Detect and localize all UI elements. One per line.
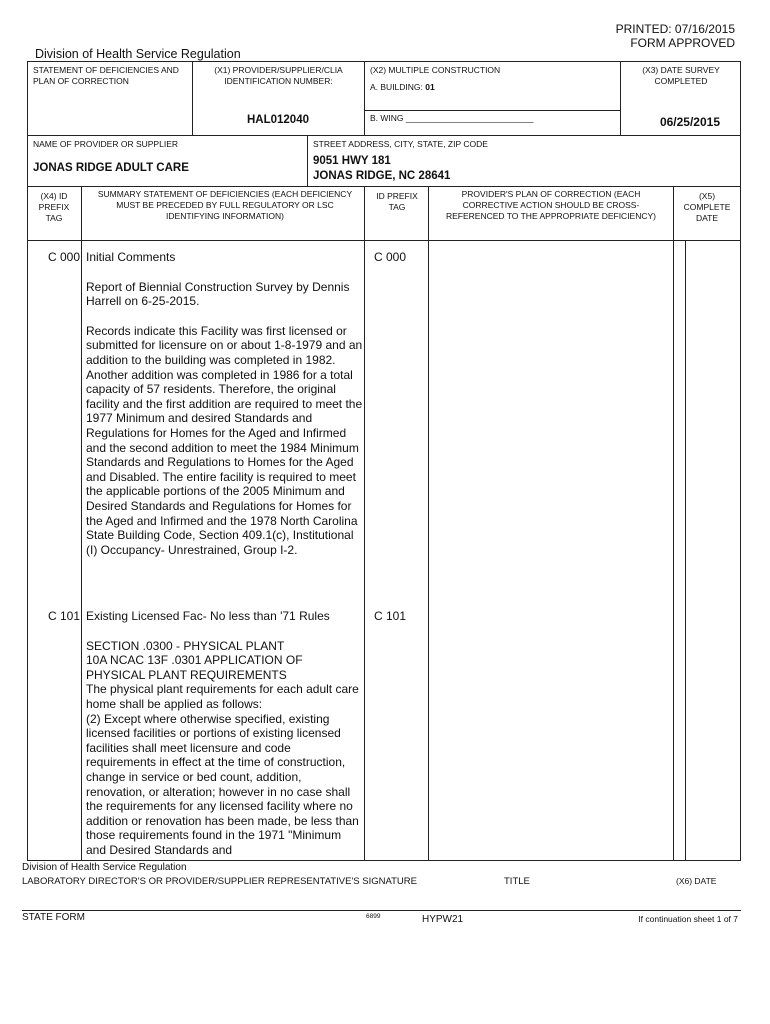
provider-id: HAL012040 — [246, 114, 309, 126]
provider-name-label: NAME OF PROVIDER OR SUPPLIER — [33, 139, 178, 149]
entry-paragraph: Report of Biennial Construction Survey by Dennis Harrell on 6-25-2015. — [86, 279, 350, 309]
address-label: STREET ADDRESS, CITY, STATE, ZIP CODE — [313, 139, 488, 149]
col-id-header: ID PREFIX TAG — [376, 191, 418, 212]
building-field — [370, 82, 435, 93]
col-x5-header: (X5) COMPLETE DATE — [683, 191, 731, 223]
entry-tag: C 000 — [47, 250, 80, 264]
address-line-1: 9051 HWY 181 — [313, 155, 391, 167]
entry-paragraph: SECTION .0300 - PHYSICAL PLANT 10A NCAC 13F .0301 APPLICATION OF PHYSICAL PLANT REQUIREMENTS The physical plant requirements for each adult care home shall be applied as follows: (2) Except where otherwise specified, existing licensed facilities or portions of existing licensed facilities shall meet licensure and code requirements in effect at the time of construction, change in service or bed count, addition, renovation, or alteration; however in no case shall the requirements for any licensed facility where no addition or renovation has been made, be less than those requirements found in the 1971 "Minimum and Desired Standards and — [86, 638, 359, 857]
address-line-2: JONAS RIDGE, NC 28641 — [313, 170, 451, 182]
col-plan-header: PROVIDER'S PLAN OF CORRECTION (EACH CORRECTIVE ACTION SHOULD BE CROSS-REFERENCED TO THE APPROPRIATE DEFICIENCY) — [445, 189, 657, 221]
statement-label: STATEMENT OF DEFICIENCIES AND PLAN OF CORRECTION — [33, 65, 179, 86]
x6-date-label: (X6) DATE — [676, 876, 717, 886]
printed-date: PRINTED: 07/16/2015 — [615, 22, 735, 36]
entry-paragraph: Records indicate this Facility was first licensed or submitted for licensure on or about 1-8-1979 and an addition to the building was completed in 1982. Another addition was completed in 1986 for a total capacity of 57 residents. Therefore, the original facility and the first addition are required to meet the 1977 Minimum and desired Standards and Regulations for Homes for the Aged and Infirmed and the second addition to meet the 1984 Minimum Standards and Regulations to Homes for the Aged and Disabled. The entire facility is required to meet the applicable portions of the 2005 Minimum and Desired Standards and Regulations for Homes for the Aged and Infirmed and the 1978 North Carolina State Building Code, Section 409.1(c), Institutional (I) Occupancy- Unrestrained, Group I-2. — [86, 323, 363, 557]
entry-title: Existing Licensed Fac- No less than '71 Rules — [86, 609, 330, 623]
title-label: TITLE — [504, 876, 530, 887]
col-x4-header: (X4) ID PREFIX TAG — [38, 191, 70, 223]
col-summary-header: SUMMARY STATEMENT OF DEFICIENCIES (EACH DEFICIENCY MUST BE PRECEDED BY FULL REGULATORY OR LSC IDENTIFYING INFORMATION) — [97, 189, 353, 221]
wing-label: B. WING ___________________________ — [370, 113, 534, 123]
signature-label: LABORATORY DIRECTOR'S OR PROVIDER/SUPPLIER REPRESENTATIVE'S SIGNATURE — [22, 876, 417, 887]
entry-title: Initial Comments — [86, 250, 176, 264]
entry-id-tag: C 000 — [374, 250, 407, 264]
provider-name: JONAS RIDGE ADULT CARE — [33, 162, 189, 174]
event-code: HYPW21 — [422, 914, 464, 925]
agency-name: Division of Health Service Regulation — [35, 47, 241, 61]
state-form-label: STATE FORM — [22, 912, 85, 923]
form-number: 6899 — [366, 913, 381, 920]
footer-agency: Division of Health Service Regulation — [22, 862, 187, 873]
x2-label: (X2) MULTIPLE CONSTRUCTION — [370, 65, 501, 75]
x3-label: (X3) DATE SURVEY COMPLETED — [642, 65, 720, 86]
survey-date: 06/25/2015 — [659, 115, 720, 129]
building-label: A. BUILDING: — [370, 82, 423, 92]
entry-content — [86, 609, 363, 858]
entry-tag: C 101 — [47, 609, 80, 623]
x1-label: (X1) PROVIDER/SUPPLIER/CLIA IDENTIFICATION NUMBER: — [214, 65, 343, 86]
entry-content — [86, 250, 363, 557]
building-value: 01 — [425, 82, 435, 92]
continuation-sheet: If continuation sheet 1 of 7 — [638, 914, 738, 924]
form-approved: FORM APPROVED — [630, 36, 735, 50]
entry-id-tag: C 101 — [374, 609, 407, 623]
